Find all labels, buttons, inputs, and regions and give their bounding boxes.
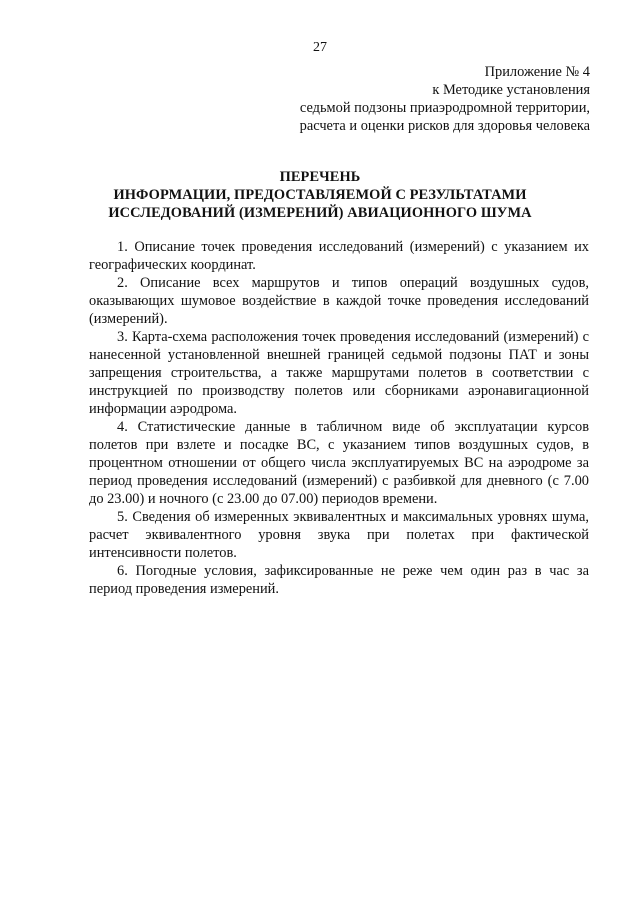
list-item: 1. Описание точек проведения исследований (измерений) с указанием их географических координат. bbox=[89, 239, 589, 273]
list-item: 2. Описание всех маршрутов и типов операций воздушных судов, оказывающих шумовое воздействие в каждой точке проведения исследований (измерений). bbox=[89, 275, 589, 327]
appendix-line-3: седьмой подзоны приаэродромной территории, bbox=[299, 100, 590, 116]
page-number: 27 bbox=[313, 40, 327, 55]
document-body bbox=[89, 238, 589, 598]
appendix-line-1: Приложение № 4 bbox=[484, 64, 590, 80]
list-item: 5. Сведения об измеренных эквивалентных и максимальных уровнях шума, расчет эквивалентного уровня звука при полетах при фактической интенсивности полетов. bbox=[89, 509, 589, 561]
list-item: 6. Погодные условия, зафиксированные не реже чем один раз в час за период проведения измерений. bbox=[89, 563, 589, 597]
document-title bbox=[50, 168, 590, 222]
list-item: 4. Статистические данные в табличном виде об эксплуатации курсов полетов при взлете и посадке ВС, с указанием типов воздушных судов, в процентном отношении от общего числа эксплуатируемых ВС на аэродроме за период проведения исследований (измерений) с разбивкой для дневного (с 7.00 до 23.00) и ночного (с 23.00 до 07.00) периодов времени. bbox=[89, 419, 589, 507]
list-item: 3. Карта-схема расположения точек проведения исследований (измерений) с нанесенной установленной внешней границей седьмой подзоны ПАТ и зоны запрещения строительства, а также маршрутами полетов в соответствии с инструкцией по производству полетов или сборниками аэронавигационной информации аэродрома. bbox=[89, 329, 589, 417]
title-line-3: ИССЛЕДОВАНИЙ (ИЗМЕРЕНИЙ) АВИАЦИОННОГО ШУМА bbox=[108, 205, 532, 221]
title-line-2: ИНФОРМАЦИИ, ПРЕДОСТАВЛЯЕМОЙ С РЕЗУЛЬТАТАМИ bbox=[113, 187, 527, 203]
appendix-line-2: к Методике установления bbox=[432, 82, 590, 98]
appendix-line-4: расчета и оценки рисков для здоровья человека bbox=[299, 118, 590, 134]
appendix-header bbox=[210, 63, 590, 135]
title-line-1: ПЕРЕЧЕНЬ bbox=[279, 169, 361, 185]
